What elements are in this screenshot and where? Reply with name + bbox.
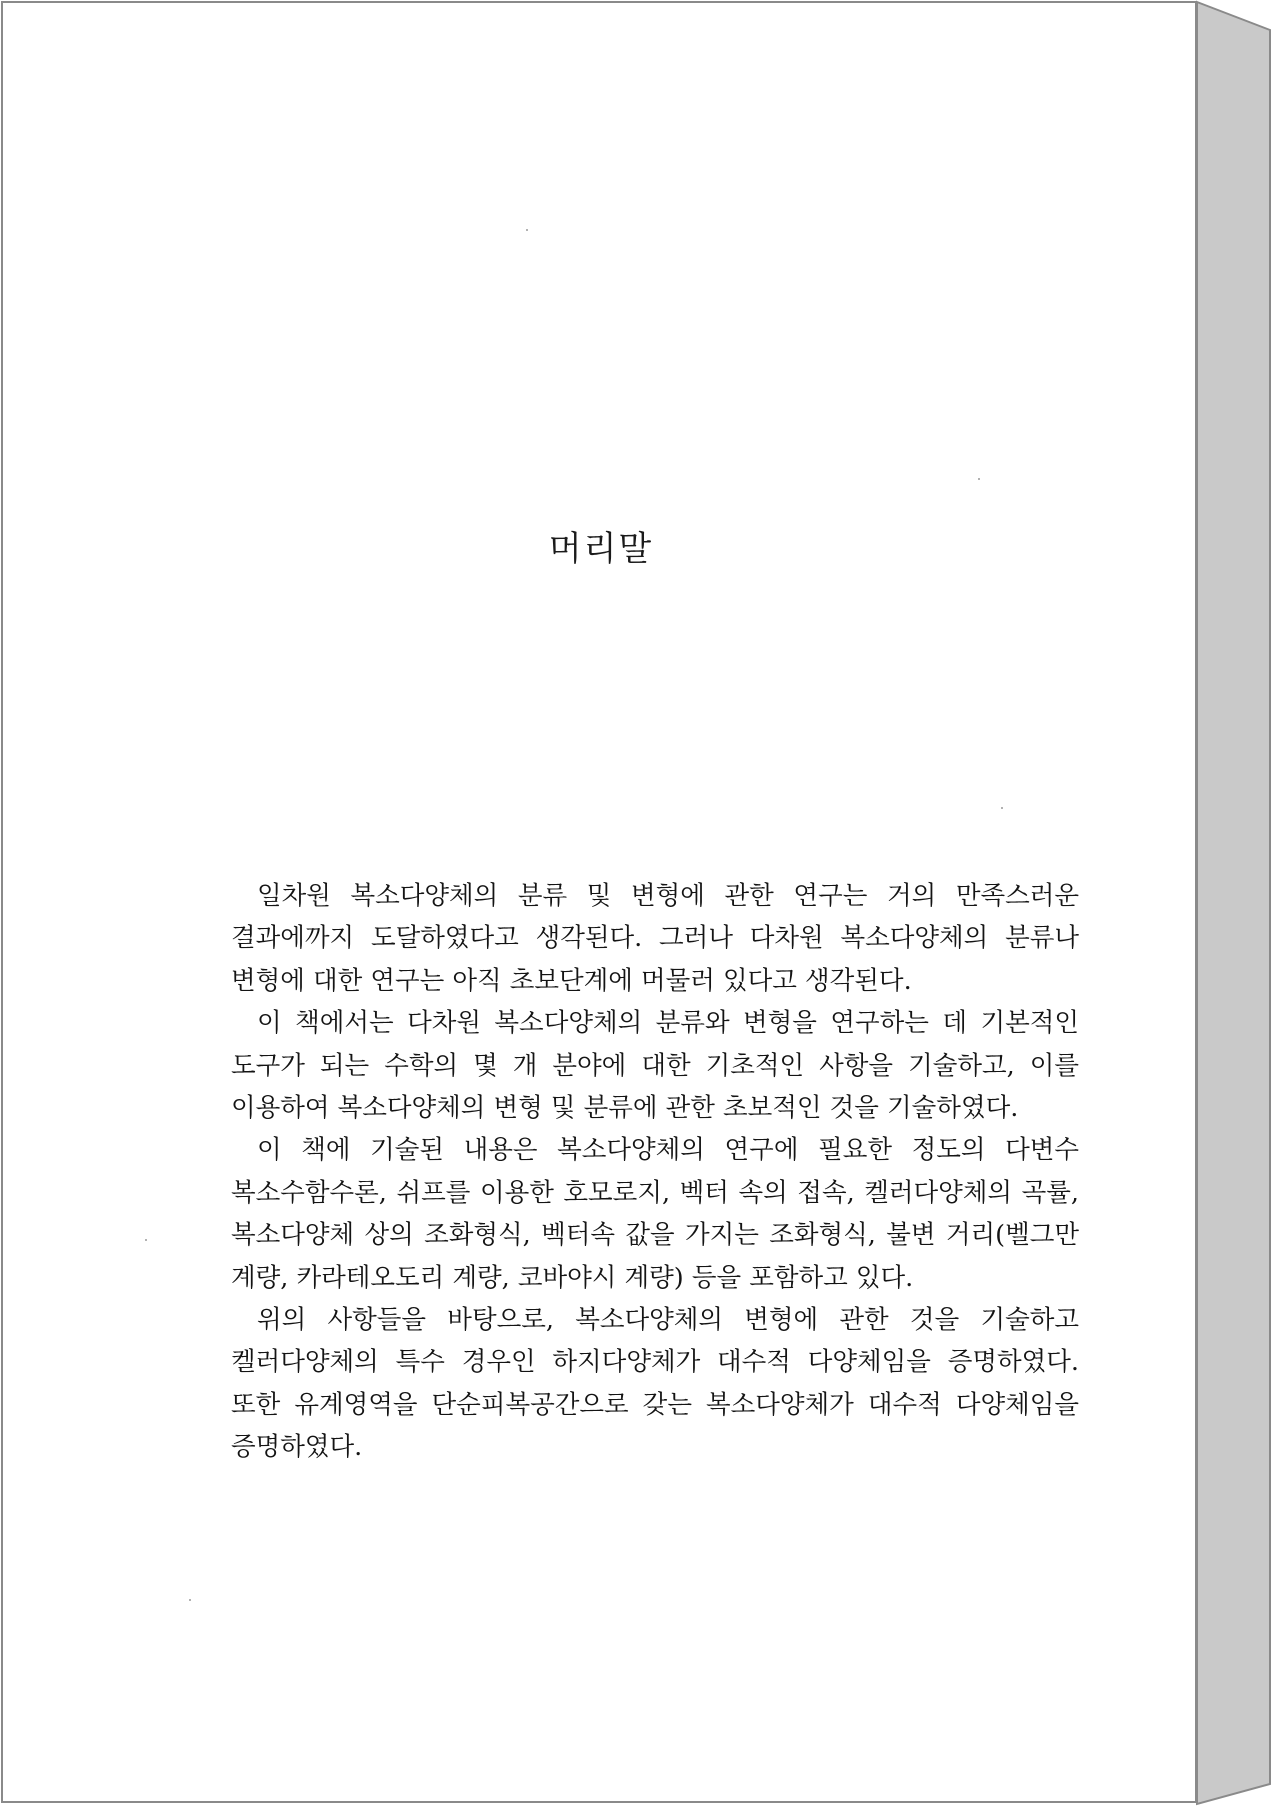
paragraph-2: 이 책에서는 다차원 복소다양체의 분류와 변형을 연구하는 데 기본적인 도구가 되는 수학의 몇 개 분야에 대한 기초적인 사항을 기술하고, 이를 이용하여 복소다양체의 변형 및 분류에 관한 초보적인 것을 기술하였다. [231,1008,1079,1124]
paragraph-3: 이 책에 기술된 내용은 복소다양체의 연구에 필요한 정도의 다변수 복소수함수론, 쉬프를 이용한 호모로지, 벡터 속의 접속, 켈러다양체의 곡률, 복소다양체 상의 조화형식, 벡터속 값을 가지는 조화형식, 불변 거리(벨그만 계량, 카라테오도리 계량, 코바야시 계량) 등을 포함하고 있다. [231,1135,1079,1293]
scan-speck [189,1599,191,1601]
scan-speck [526,229,528,231]
scan-speck [978,478,980,480]
scan-speck [1001,807,1003,809]
paragraph-1: 일차원 복소다양체의 분류 및 변형에 관한 연구는 거의 만족스러운 결과에까지 도달하였다고 생각된다. 그러나 다차원 복소다양체의 분류나 변형에 대한 연구는 아직 초보단계에 머물러 있다고 생각된다. [231,881,1079,996]
body-text [231,875,1079,1469]
page-title: 머리말 [548,529,654,569]
scan-speck [145,1239,147,1241]
book-page [1,1,1197,1803]
paragraph-4: 위의 사항들을 바탕으로, 복소다양체의 변형에 관한 것을 기술하고 켈러다양체의 특수 경우인 하지다양체가 대수적 다양체임을 증명하였다. 또한 유계영역을 단순피복공간으로 갖는 복소다양체가 대수적 다양체임을 증명하였다. [231,1305,1079,1463]
